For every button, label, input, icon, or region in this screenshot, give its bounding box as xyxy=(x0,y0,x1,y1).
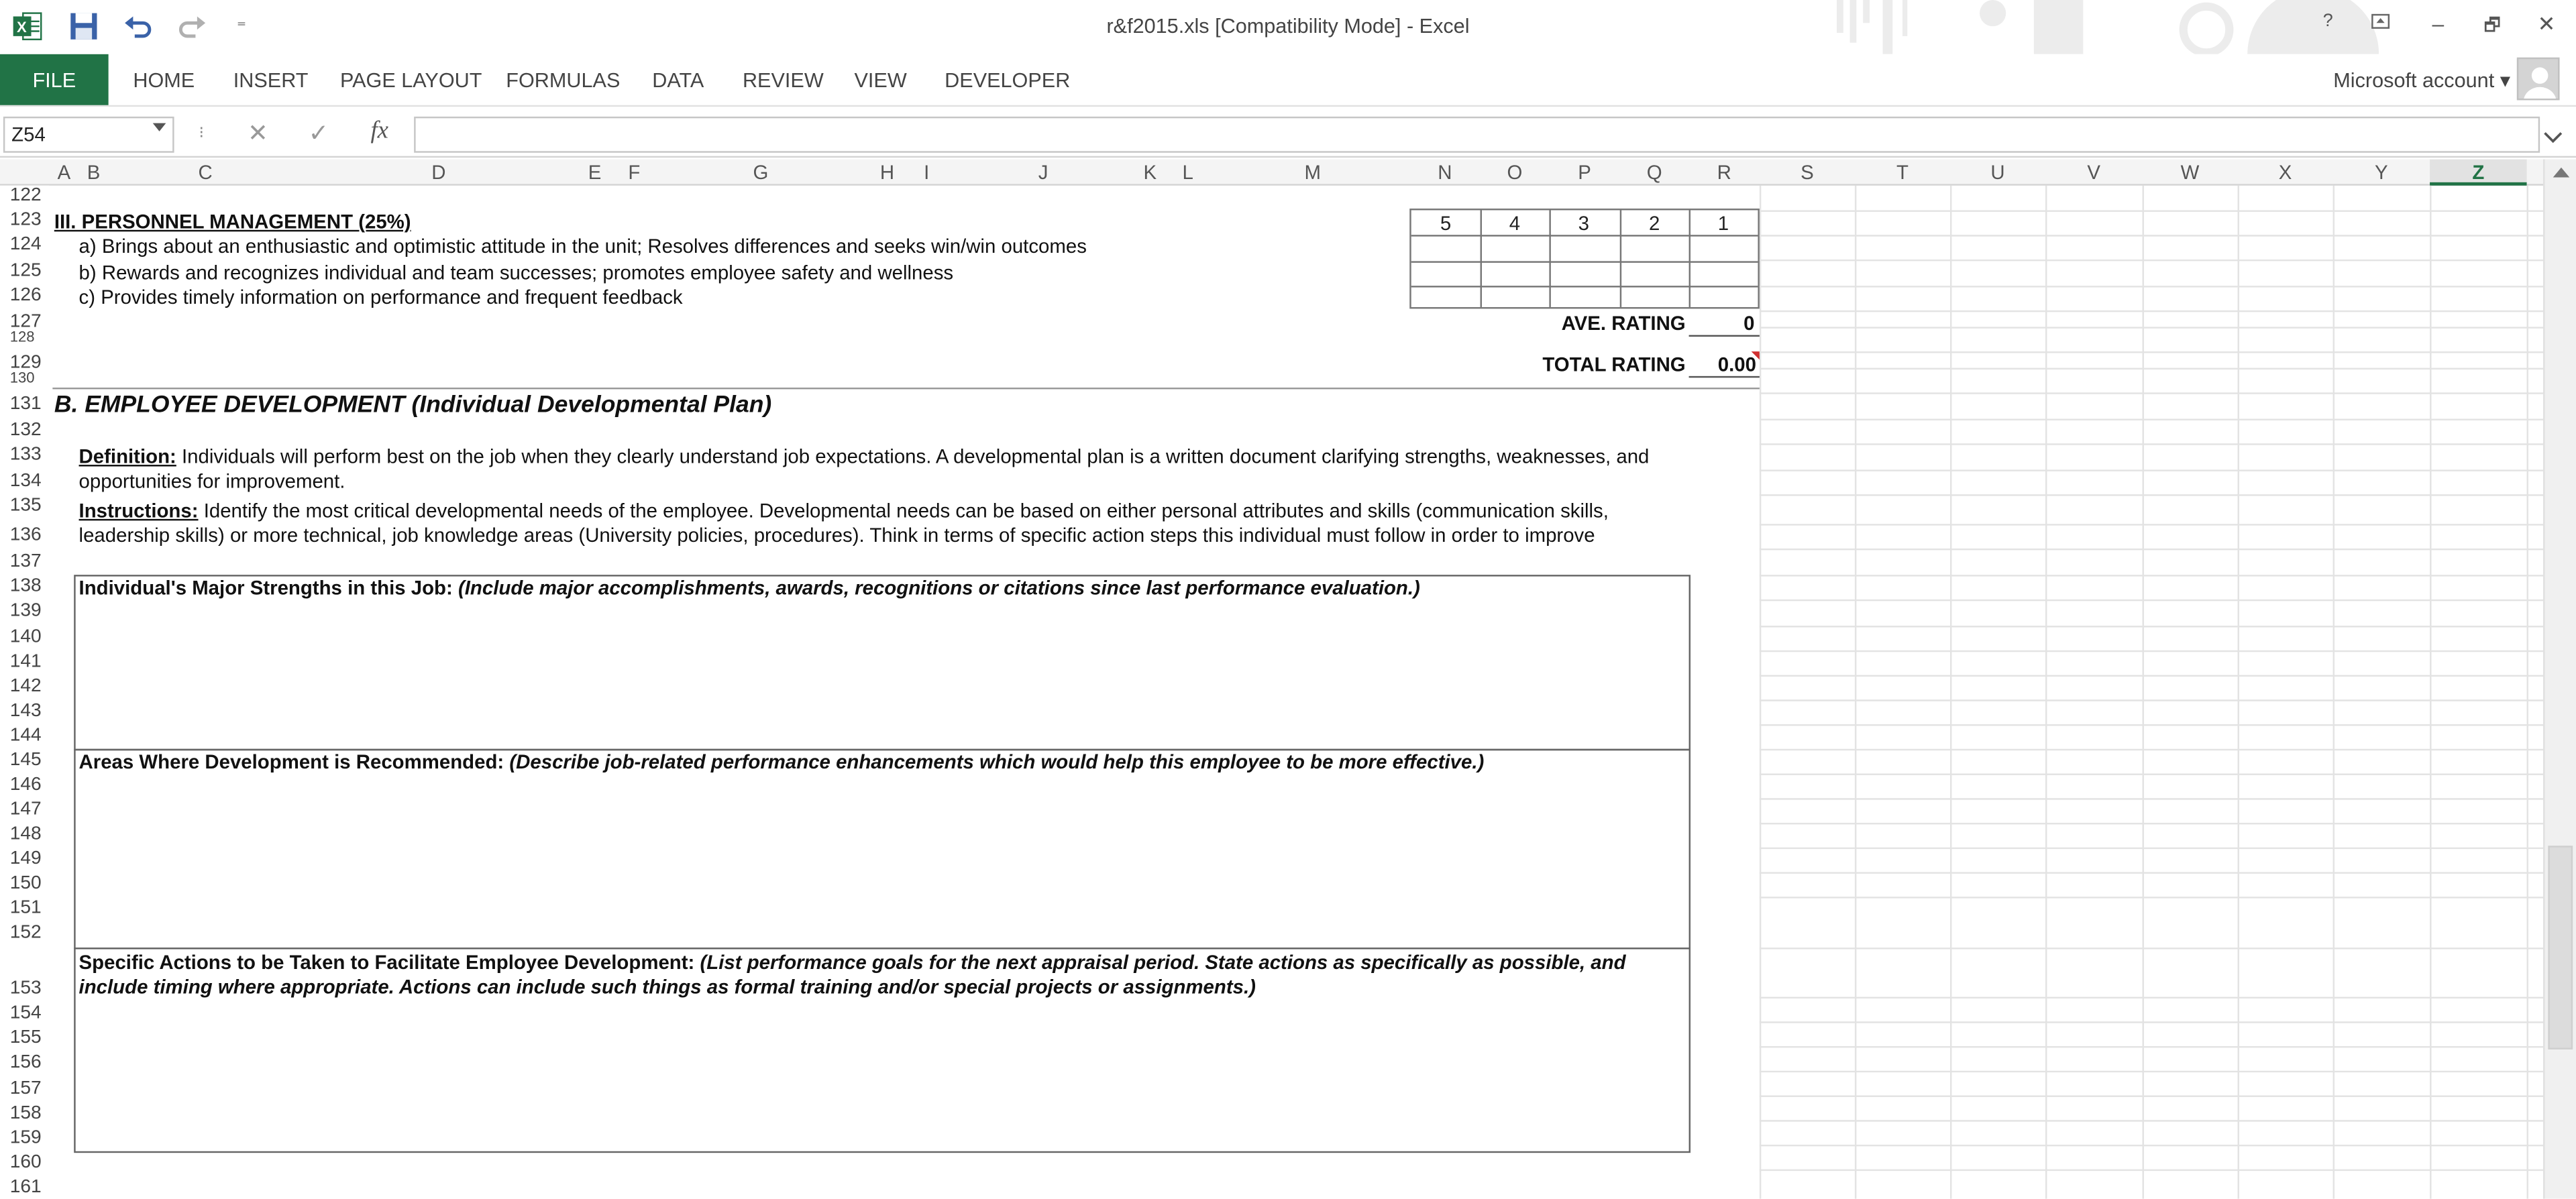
column-header-h[interactable]: H xyxy=(879,161,895,184)
row-header[interactable]: 147 xyxy=(9,799,42,820)
rating-header-5[interactable]: 5 xyxy=(1440,211,1452,235)
gridline xyxy=(1760,798,2543,799)
row-header[interactable]: 129 xyxy=(9,353,42,373)
restore-button[interactable]: 🗗 xyxy=(2483,16,2501,36)
rating-header-1[interactable]: 1 xyxy=(1717,211,1729,235)
gridline xyxy=(1760,392,2543,394)
column-header-r[interactable]: R xyxy=(1717,161,1731,184)
row-header[interactable]: 124 xyxy=(9,235,42,255)
specific-actions-heading[interactable] xyxy=(79,951,1626,974)
column-header-g[interactable]: G xyxy=(753,161,769,184)
customize-quick-access-icon[interactable]: ⁼ xyxy=(236,17,247,38)
column-header-x[interactable]: X xyxy=(2278,161,2292,184)
gridline xyxy=(1760,1145,2543,1146)
section-divider xyxy=(52,388,1760,389)
tab-page-layout[interactable]: PAGE LAYOUT xyxy=(339,68,482,93)
gridline xyxy=(1760,626,2543,627)
definition-label: Definition: xyxy=(78,445,176,468)
row-header[interactable]: 122 xyxy=(9,185,42,206)
gridline xyxy=(1760,1169,2543,1171)
gridline xyxy=(1760,494,2543,496)
column-header-k[interactable]: K xyxy=(1143,161,1157,184)
column-header-a[interactable]: A xyxy=(57,161,71,184)
formula-input[interactable] xyxy=(414,117,2540,153)
column-header-y[interactable]: Y xyxy=(2374,161,2388,184)
tab-review[interactable]: REVIEW xyxy=(742,68,824,93)
column-header-b[interactable]: B xyxy=(87,161,101,184)
column-header-o[interactable]: O xyxy=(1507,161,1523,184)
gridline xyxy=(1760,575,2543,576)
gridline xyxy=(1760,1046,2543,1047)
title-bar xyxy=(0,0,2576,54)
rating-grid-line xyxy=(1411,235,1758,236)
instructions-line-1[interactable] xyxy=(79,499,1609,522)
row-header[interactable]: 159 xyxy=(9,1128,42,1148)
row-header[interactable]: 126 xyxy=(9,286,42,306)
pm-item-c[interactable]: c) Provides timely information on performance and frequent feedback xyxy=(78,286,683,309)
column-header-z[interactable]: Z xyxy=(2430,160,2526,186)
row-header[interactable]: 149 xyxy=(9,849,42,869)
formula-bar-grip[interactable]: ⁝ xyxy=(199,125,205,144)
gridline xyxy=(1760,1071,2543,1072)
gridline xyxy=(1760,418,2543,420)
column-header-c[interactable]: C xyxy=(198,161,213,184)
row-header[interactable]: 139 xyxy=(9,601,42,621)
row-header[interactable]: 142 xyxy=(9,676,42,697)
pm-item-b[interactable]: b) Rewards and recognizes individual and team successes; promotes employee safety and wellness xyxy=(78,261,954,284)
instructions-label: Instructions: xyxy=(78,499,199,522)
row-header[interactable]: 152 xyxy=(9,923,42,943)
areas-hint: (Describe job-related performance enhancements which would help this employee to be more effective.) xyxy=(509,750,1485,774)
gridline xyxy=(1760,368,2543,369)
confirm-entry-button[interactable]: ✓ xyxy=(308,119,329,148)
name-box-dropdown-icon[interactable] xyxy=(153,123,166,131)
strengths-box[interactable] xyxy=(74,575,1690,750)
column-header-d[interactable]: D xyxy=(431,161,446,184)
ribbon-display-options-icon[interactable] xyxy=(2363,11,2399,36)
row-header[interactable]: 146 xyxy=(9,775,42,795)
gridline xyxy=(1760,897,2543,898)
row-header[interactable]: 131 xyxy=(9,394,42,414)
gridline xyxy=(1760,848,2543,849)
row-header[interactable]: 154 xyxy=(9,1003,42,1023)
formula-bar xyxy=(0,109,2576,158)
help-button[interactable]: ? xyxy=(2322,11,2333,32)
strengths-heading[interactable] xyxy=(79,577,1420,600)
column-headers xyxy=(0,160,2576,186)
column-header-f[interactable]: F xyxy=(628,161,641,184)
cancel-entry-button[interactable]: ✕ xyxy=(248,119,268,148)
tab-insert[interactable]: INSERT xyxy=(233,68,309,93)
row-header[interactable]: 135 xyxy=(9,496,42,516)
tab-developer[interactable]: DEVELOPER xyxy=(945,68,1071,93)
instructions-line-2[interactable]: leadership skills) or more technical, job knowledge areas (University policies, procedures). Think in terms of specific action steps this individual must follow in order to improve xyxy=(78,524,1595,547)
row-header[interactable]: 158 xyxy=(9,1103,42,1124)
rating-header-4[interactable]: 4 xyxy=(1509,211,1521,235)
rating-grid-line xyxy=(1411,261,1758,262)
gridline xyxy=(1760,210,2543,211)
column-header-n[interactable]: N xyxy=(1438,161,1452,184)
row-header[interactable]: 161 xyxy=(9,1177,42,1198)
row-header[interactable]: 130 xyxy=(9,369,35,383)
scroll-thumb[interactable] xyxy=(2548,846,2573,1049)
rating-header-2[interactable]: 2 xyxy=(1648,211,1660,235)
row-header[interactable]: 133 xyxy=(9,445,42,465)
microsoft-account[interactable]: Microsoft account ▾ xyxy=(2333,68,2511,93)
row-header[interactable]: 134 xyxy=(9,471,42,492)
gridline xyxy=(1760,469,2543,471)
strengths-hint: (Include major accomplishments, awards, recognitions or citations since last performance evaluation.) xyxy=(458,576,1420,600)
development-areas-box[interactable] xyxy=(74,749,1690,950)
areas-label: Areas Where Development is Recommended: xyxy=(78,750,510,774)
column-header-q[interactable]: Q xyxy=(1646,161,1662,184)
definition-text: Individuals will perform best on the job when they clearly understand job expectations. A developmental plan is a written document clarifying strengths, weaknesses, and xyxy=(176,445,1650,468)
column-header-l[interactable]: L xyxy=(1182,161,1193,184)
gridline xyxy=(1760,1021,2543,1023)
gridline xyxy=(1760,650,2543,652)
gridline xyxy=(1760,1095,2543,1096)
pm-item-a[interactable]: a) Brings about an enthusiastic and optimistic attitude in the unit; Resolves differences and seeks win/win outcomes xyxy=(78,235,1087,258)
name-box[interactable]: Z54 xyxy=(3,117,174,153)
gridline xyxy=(1760,443,2543,445)
gridline xyxy=(1760,823,2543,824)
column-header-v[interactable]: V xyxy=(2087,161,2101,184)
minimize-button[interactable]: – xyxy=(2432,11,2445,36)
gridline xyxy=(1760,351,2543,353)
gridline xyxy=(1760,724,2543,726)
column-header-t[interactable]: T xyxy=(1896,161,1909,184)
definition-line-2[interactable]: opportunities for improvement. xyxy=(78,469,345,493)
row-header[interactable]: 143 xyxy=(9,701,42,722)
row-header[interactable]: 155 xyxy=(9,1028,42,1048)
tab-formulas[interactable]: FORMULAS xyxy=(506,68,621,93)
row-header[interactable]: 148 xyxy=(9,824,42,844)
vertical-scrollbar[interactable] xyxy=(2543,160,2576,1199)
instructions-text: Identify the most critical developmental needs of the employee. Developmental needs can be based on either personal attributes and skills (communication skills, xyxy=(198,499,1609,522)
row-header[interactable]: 137 xyxy=(9,551,42,572)
gridline xyxy=(1760,675,2543,677)
avatar[interactable] xyxy=(2517,58,2560,101)
definition-line-1[interactable] xyxy=(79,445,1650,468)
row-header[interactable]: 153 xyxy=(9,978,42,998)
ribbon-decoration xyxy=(1837,0,2379,54)
tab-home[interactable]: HOME xyxy=(133,68,195,93)
tab-data[interactable]: DATA xyxy=(652,68,704,93)
window-title: r&f2015.xls [Compatibility Mode] - Excel xyxy=(1106,15,1470,38)
row-header[interactable]: 150 xyxy=(9,873,42,894)
gridline xyxy=(1760,1120,2543,1121)
ribbon-tabs xyxy=(0,54,2576,107)
rating-grid-line xyxy=(1411,286,1758,287)
gridline xyxy=(1760,524,2543,525)
gridline xyxy=(1760,872,2543,873)
actions-hint-2[interactable]: include timing where appropriate. Actions can include such things as formal training and/or special projects or assignments.) xyxy=(78,975,1256,998)
gridline xyxy=(1760,699,2543,701)
gridline xyxy=(1760,600,2543,601)
row-header[interactable]: 128 xyxy=(9,328,35,342)
row-header[interactable]: 140 xyxy=(9,627,42,647)
svg-text:X: X xyxy=(16,18,27,36)
row-header[interactable]: 127 xyxy=(9,312,42,332)
gridline xyxy=(1760,549,2543,550)
row-headers xyxy=(0,186,49,1199)
column-header-i[interactable]: I xyxy=(924,161,930,184)
gridline xyxy=(1760,327,2543,328)
actions-label: Specific Actions to be Taken to Facilitate Employee Development: xyxy=(78,950,700,974)
expand-formula-bar-icon[interactable] xyxy=(2543,123,2563,153)
total-rating-value[interactable]: 0.00 xyxy=(1689,353,1760,378)
section-b-title[interactable]: B. EMPLOYEE DEVELOPMENT (Individual Developmental Plan) xyxy=(54,392,772,419)
rating-grid xyxy=(1409,209,1760,308)
row-header[interactable]: 151 xyxy=(9,898,42,918)
gridline xyxy=(1760,997,2543,998)
insert-function-button[interactable]: fx xyxy=(370,118,388,145)
column-header-m[interactable]: M xyxy=(1304,161,1321,184)
total-rating-label[interactable]: TOTAL RATING xyxy=(1542,353,1686,376)
column-header-w[interactable]: W xyxy=(2180,161,2200,184)
column-header-s[interactable]: S xyxy=(1801,161,1814,184)
ave-rating-label[interactable]: AVE. RATING xyxy=(1561,312,1686,335)
gridline xyxy=(1760,773,2543,775)
column-header-e[interactable]: E xyxy=(588,161,602,184)
development-areas-heading[interactable] xyxy=(79,750,1485,773)
personnel-management-heading[interactable]: III. PERSONNEL MANAGEMENT (25%) xyxy=(54,210,411,233)
row-header[interactable]: 125 xyxy=(9,261,42,281)
gridline xyxy=(1760,310,2543,312)
gridline xyxy=(1760,749,2543,750)
column-header-p[interactable]: P xyxy=(1578,161,1591,184)
gridline xyxy=(1760,235,2543,236)
gridline xyxy=(1760,948,2543,949)
rating-header-3[interactable]: 3 xyxy=(1578,211,1590,235)
row-header[interactable]: 144 xyxy=(9,726,42,746)
row-header[interactable]: 132 xyxy=(9,420,42,441)
gridline xyxy=(1760,286,2543,287)
row-header[interactable]: 160 xyxy=(9,1153,42,1173)
row-header[interactable]: 141 xyxy=(9,652,42,672)
gridline xyxy=(1760,260,2543,261)
tab-file[interactable]: FILE xyxy=(0,54,109,105)
row-header[interactable]: 138 xyxy=(9,576,42,596)
column-header-u[interactable]: U xyxy=(1990,161,2005,184)
tab-view[interactable]: VIEW xyxy=(854,68,907,93)
column-header-j[interactable]: J xyxy=(1038,161,1049,184)
row-header[interactable]: 145 xyxy=(9,750,42,770)
select-all-corner[interactable] xyxy=(0,160,49,186)
row-header[interactable]: 123 xyxy=(9,210,42,230)
ave-rating-value[interactable]: 0 xyxy=(1689,312,1760,337)
row-header[interactable]: 156 xyxy=(9,1052,42,1073)
scroll-up-icon[interactable] xyxy=(2553,168,2569,178)
actions-hint-1: (List performance goals for the next appraisal period. State actions as specifically as possible, and xyxy=(700,950,1626,974)
close-button[interactable]: ✕ xyxy=(2537,11,2556,36)
row-header[interactable]: 136 xyxy=(9,525,42,546)
row-header[interactable]: 157 xyxy=(9,1078,42,1099)
comment-indicator-icon xyxy=(1752,351,1760,359)
strengths-label: Individual's Major Strengths in this Job: xyxy=(78,576,458,600)
